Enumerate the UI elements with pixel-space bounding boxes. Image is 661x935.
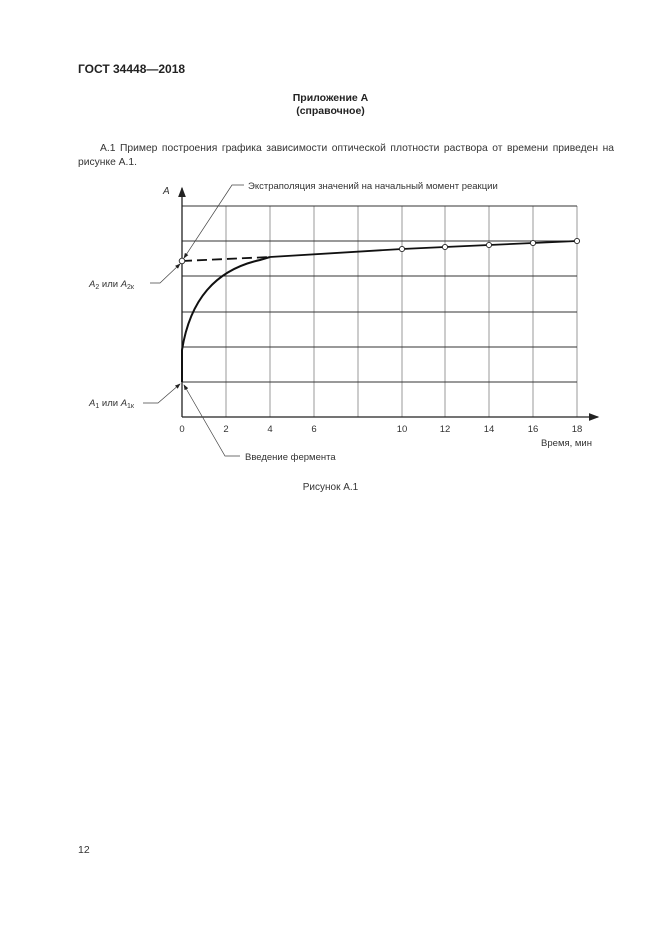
enzyme-label: Введение фермента xyxy=(245,452,336,463)
svg-text:12: 12 xyxy=(439,424,451,435)
a1-label: $A_1$ или $A_{1к}$ xyxy=(89,398,134,410)
y-axis-label: A xyxy=(163,186,170,197)
grid-vertical xyxy=(226,206,577,417)
svg-text:4: 4 xyxy=(267,424,273,435)
a2-label: $A_2$ или $A_{2к}$ xyxy=(89,279,134,291)
svg-text:6: 6 xyxy=(311,424,317,435)
svg-text:18: 18 xyxy=(571,424,583,435)
grid-horizontal xyxy=(182,206,577,382)
x-axis-label: Время, мин xyxy=(541,438,592,449)
svg-text:2: 2 xyxy=(223,424,229,435)
svg-text:0: 0 xyxy=(179,424,185,435)
figure-a1-chart xyxy=(0,170,661,475)
x-tick-labels xyxy=(179,424,582,435)
paragraph-a1: А.1 Пример построения графика зависимости оптической плотности раствора от времени приведен на рисунке А.1. xyxy=(78,143,614,168)
document-header: ГОСТ 34448—2018 xyxy=(78,62,186,76)
page-number: 12 xyxy=(78,844,90,856)
svg-text:10: 10 xyxy=(396,424,408,435)
svg-text:14: 14 xyxy=(483,424,495,435)
appendix-title: Приложение А xyxy=(292,92,369,104)
extrapolation-label: Экстраполяция значений на начальный момент реакции xyxy=(248,181,498,192)
appendix-subtitle: (справочное) xyxy=(296,105,365,117)
appendix-heading xyxy=(0,92,661,118)
svg-text:16: 16 xyxy=(527,424,539,435)
figure-caption: Рисунок А.1 xyxy=(302,482,359,493)
